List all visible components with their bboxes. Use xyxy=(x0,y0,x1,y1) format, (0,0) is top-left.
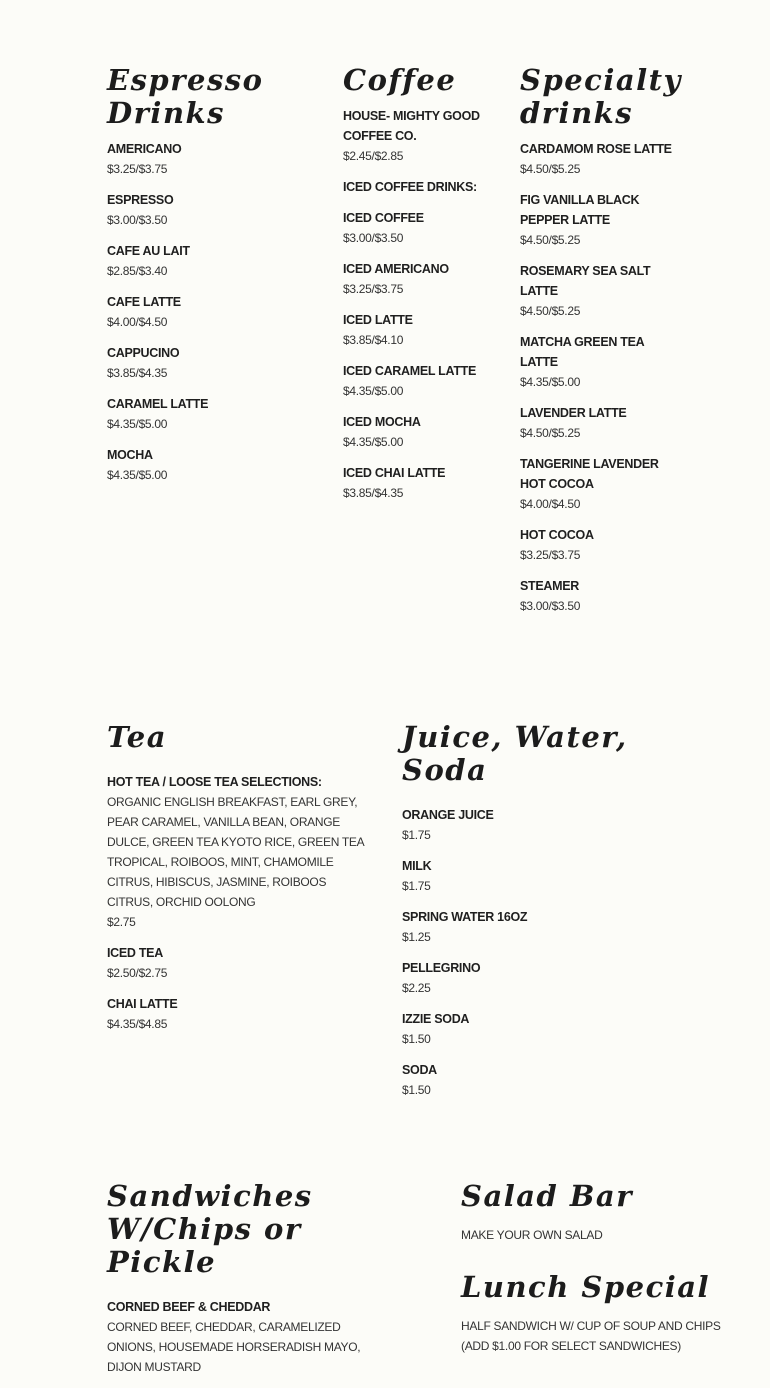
menu-item-price: $3.25/$3.75 xyxy=(107,162,168,176)
menu-item-price: $3.85/$4.35 xyxy=(107,366,168,380)
iced-coffee-drinks-label: ICED COFFEE DRINKS: xyxy=(343,180,477,194)
menu-item-price: $1.50 xyxy=(402,1083,431,1097)
menu-item xyxy=(107,943,369,983)
menu-item-name: IZZIE SODA xyxy=(402,1012,470,1026)
menu-item xyxy=(107,139,317,179)
menu-item-name: SODA xyxy=(402,1063,437,1077)
menu-item xyxy=(107,772,369,932)
menu-item-price: $4.50/$5.25 xyxy=(520,304,581,318)
menu-item-price: $2.75 xyxy=(107,915,136,929)
menu-item xyxy=(520,454,680,514)
menu-item-price: $4.35/$5.00 xyxy=(520,375,581,389)
menu-item-description: ORGANIC ENGLISH BREAKFAST, EARL GREY, PEAR CARAMEL, VANILLA BEAN, ORANGE DULCE, GREEN TEA KYOTO RICE, GREEN TEA TROPICAL, ROIBOOS, MINT, CHAMOMILE CITRUS, HIBISCUS, JASMINE, ROIBOOS CITRUS, ORCHID OOLONG xyxy=(107,795,364,909)
menu-item xyxy=(343,412,493,452)
menu-item-price: $4.35/$5.00 xyxy=(107,468,168,482)
menu-item-name: CHAI LATTE xyxy=(107,997,178,1011)
coffee-list xyxy=(343,208,493,503)
menu-item-price: $4.35/$5.00 xyxy=(343,384,404,398)
menu-item-name: ICED AMERICANO xyxy=(343,262,449,276)
lunch-special-text: HALF SANDWICH W/ CUP OF SOUP AND CHIPS (ADD $1.00 FOR SELECT SANDWICHES) xyxy=(461,1319,721,1353)
menu-item-name: ICED CHAI LATTE xyxy=(343,466,446,480)
menu-item xyxy=(107,343,317,383)
menu-item-name: TANGERINE LAVENDER HOT COCOA xyxy=(520,457,659,491)
menu-item xyxy=(520,525,680,565)
menu-item-price: $1.75 xyxy=(402,879,431,893)
menu-item-name: MATCHA GREEN TEA LATTE xyxy=(520,335,644,369)
menu-item xyxy=(107,994,369,1034)
sandwiches-heading-line2: W/Chips or xyxy=(107,1212,302,1246)
menu-item-price: $3.25/$3.75 xyxy=(520,548,581,562)
menu-item-name: HOT TEA / LOOSE TEA SELECTIONS: xyxy=(107,775,322,789)
menu-item xyxy=(107,1297,377,1377)
menu-item-price: $3.00/$3.50 xyxy=(520,599,581,613)
espresso-section xyxy=(107,64,317,496)
menu-item-price: $3.85/$4.35 xyxy=(343,486,404,500)
house-coffee-name-line1: HOUSE- MIGHTY GOOD xyxy=(343,109,480,123)
menu-item xyxy=(402,805,702,845)
menu-item-price: $1.50 xyxy=(402,1032,431,1046)
coffee-heading: Coffee xyxy=(343,63,457,97)
menu-item xyxy=(402,958,702,998)
menu-item-name: STEAMER xyxy=(520,579,580,593)
menu-item-price: $4.00/$4.50 xyxy=(520,497,581,511)
menu-item-price: $1.75 xyxy=(402,828,431,842)
menu-item xyxy=(402,856,702,896)
tea-section xyxy=(107,721,369,1045)
lunch-special-heading: Lunch Special xyxy=(461,1270,711,1304)
menu-item xyxy=(343,310,493,350)
salad-bar-section xyxy=(461,1180,731,1256)
tea-list xyxy=(107,772,369,1034)
coffee-section xyxy=(343,64,493,514)
menu-item xyxy=(343,463,493,503)
menu-item-name: HOT COCOA xyxy=(520,528,594,542)
menu-item xyxy=(520,261,680,321)
sandwiches-heading xyxy=(107,1180,377,1279)
menu-item-price: $4.35/$5.00 xyxy=(107,417,168,431)
menu-item-name: ICED TEA xyxy=(107,946,163,960)
menu-item-name: FIG VANILLA BLACK PEPPER LATTE xyxy=(520,193,640,227)
specialty-list xyxy=(520,139,680,616)
lunch-special-section xyxy=(461,1271,731,1356)
house-coffee-price: $2.45/$2.85 xyxy=(343,149,404,163)
menu-item xyxy=(107,241,317,281)
specialty-heading xyxy=(520,64,680,130)
specialty-heading-line1: Specialty xyxy=(520,63,682,97)
menu-item-price: $4.35/$4.85 xyxy=(107,1017,168,1031)
menu-item-description: CORNED BEEF, CHEDDAR, CARAMELIZED ONIONS, HOUSEMADE HORSERADISH MAYO, DIJON MUSTARD xyxy=(107,1320,361,1374)
menu-item xyxy=(107,394,317,434)
menu-item xyxy=(520,332,680,392)
salad-bar-heading: Salad Bar xyxy=(461,1179,633,1213)
specialty-section xyxy=(520,64,680,627)
menu-item xyxy=(107,190,317,230)
menu-item-price: $1.25 xyxy=(402,930,431,944)
menu-item xyxy=(402,907,702,947)
menu-item-name: ICED COFFEE xyxy=(343,211,424,225)
juice-section xyxy=(402,721,702,1111)
sandwiches-heading-line1: Sandwiches xyxy=(107,1179,313,1213)
menu-item xyxy=(343,361,493,401)
menu-item-name: CAFE AU LAIT xyxy=(107,244,190,258)
menu-item xyxy=(107,445,317,485)
tea-heading: Tea xyxy=(107,720,167,754)
house-coffee-item xyxy=(343,106,493,166)
menu-item-name: MILK xyxy=(402,859,432,873)
house-coffee-name-line2: COFFEE CO. xyxy=(343,129,417,143)
menu-item xyxy=(343,208,493,248)
menu-item-name: LAVENDER LATTE xyxy=(520,406,627,420)
menu-item-price: $3.25/$3.75 xyxy=(343,282,404,296)
iced-coffee-label-item xyxy=(343,177,493,197)
menu-item-name: CAPPUCINO xyxy=(107,346,180,360)
menu-item-name: SPRING WATER 16OZ xyxy=(402,910,528,924)
menu-item-name: PELLEGRINO xyxy=(402,961,481,975)
menu-item xyxy=(107,292,317,332)
menu-item-name: ESPRESSO xyxy=(107,193,174,207)
menu-item xyxy=(402,1009,702,1049)
menu-item-price: $3.00/$3.50 xyxy=(343,231,404,245)
menu-item-price: $4.50/$5.25 xyxy=(520,426,581,440)
menu-item-price: $3.85/$4.10 xyxy=(343,333,404,347)
menu-item xyxy=(520,403,680,443)
menu-item-price: $3.00/$3.50 xyxy=(107,213,168,227)
espresso-heading xyxy=(107,64,317,130)
menu-item xyxy=(343,259,493,299)
menu-item-name: AMERICANO xyxy=(107,142,182,156)
menu-item-price: $4.50/$5.25 xyxy=(520,162,581,176)
menu-item xyxy=(520,576,680,616)
menu-item-price: $4.35/$5.00 xyxy=(343,435,404,449)
salad-bar-text: MAKE YOUR OWN SALAD xyxy=(461,1228,603,1242)
menu-item-price: $4.50/$5.25 xyxy=(520,233,581,247)
menu-item-price: $2.85/$3.40 xyxy=(107,264,168,278)
menu-item-name: MOCHA xyxy=(107,448,153,462)
menu-item-name: ICED CARAMEL LATTE xyxy=(343,364,477,378)
menu-item xyxy=(520,190,680,250)
sandwiches-heading-line3: Pickle xyxy=(107,1245,217,1279)
espresso-heading-line2: Drinks xyxy=(107,96,225,130)
menu-item xyxy=(520,139,680,179)
sandwiches-list xyxy=(107,1297,377,1377)
juice-heading: Juice, Water, Soda xyxy=(402,720,628,787)
menu-item-name: ORANGE JUICE xyxy=(402,808,494,822)
menu-item-name: CARDAMOM ROSE LATTE xyxy=(520,142,672,156)
espresso-list xyxy=(107,139,317,485)
specialty-heading-line2: drinks xyxy=(520,96,634,130)
menu-item-price: $2.50/$2.75 xyxy=(107,966,168,980)
sandwiches-section xyxy=(107,1180,377,1388)
menu-item-name: CORNED BEEF & CHEDDAR xyxy=(107,1300,271,1314)
menu-item-name: CARAMEL LATTE xyxy=(107,397,209,411)
juice-list xyxy=(402,805,702,1100)
menu-item-name: CAFE LATTE xyxy=(107,295,181,309)
espresso-heading-line1: Espresso xyxy=(107,63,264,97)
menu-item-price: $4.00/$4.50 xyxy=(107,315,168,329)
menu-item xyxy=(402,1060,702,1100)
menu-item-name: ROSEMARY SEA SALT LATTE xyxy=(520,264,651,298)
menu-item-name: ICED LATTE xyxy=(343,313,413,327)
menu-item-price: $2.25 xyxy=(402,981,431,995)
menu-item-name: ICED MOCHA xyxy=(343,415,421,429)
